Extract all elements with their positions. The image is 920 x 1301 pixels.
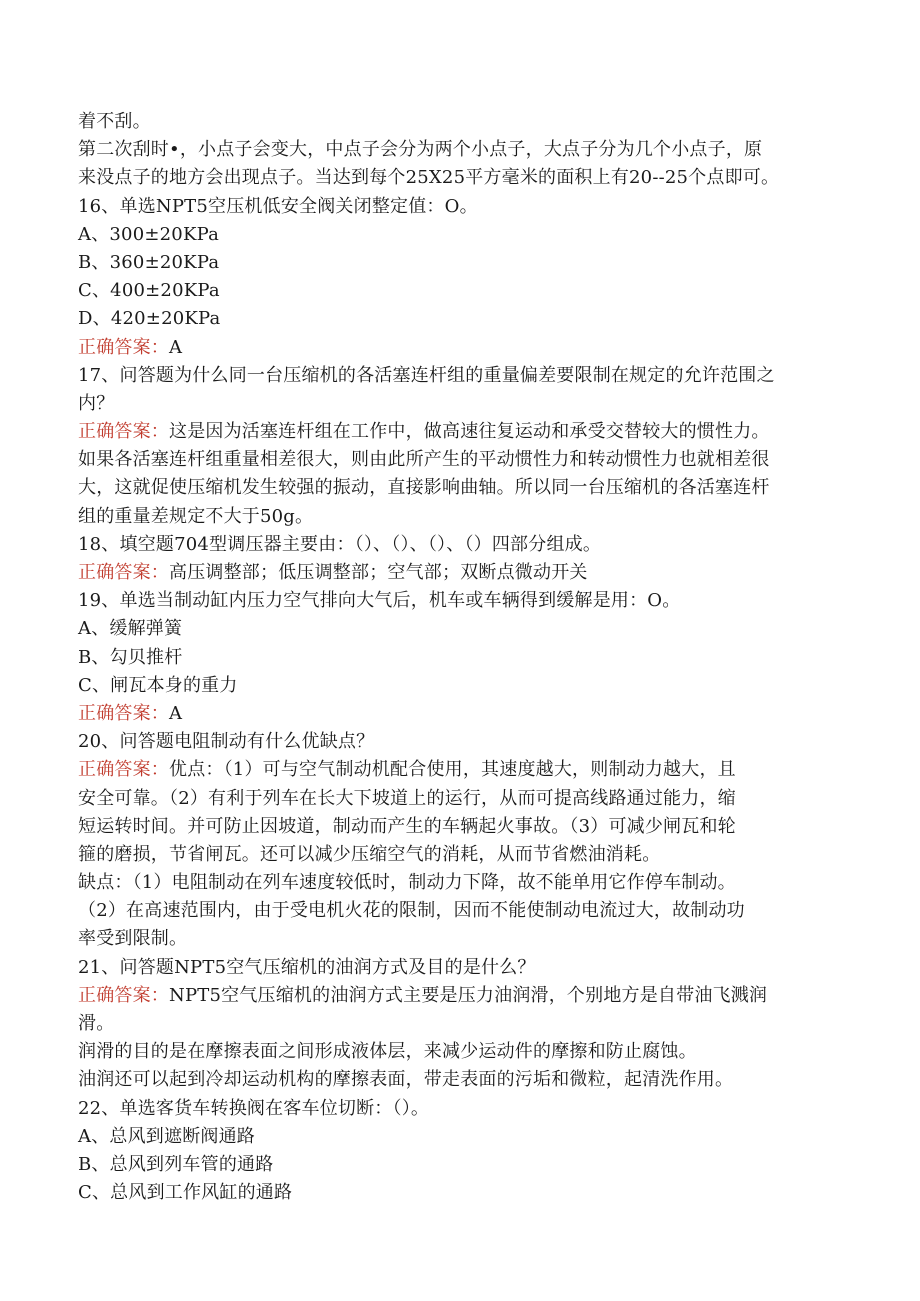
text-line: C、闸瓦本身的重力 <box>78 674 238 696</box>
text-line: 22、单选客货车转换阀在客车位切断：（）。 <box>78 1097 430 1119</box>
text-line: 滑。 <box>78 1013 115 1034</box>
answer-label: 正确答案： <box>78 562 169 583</box>
document-page <box>78 108 858 1207</box>
text-line: B、勾贝推杆 <box>78 646 183 668</box>
text-line: 如果各活塞连杆组重量相差很大，则由此所产生的平动惯性力和转动惯性力也就相差很 <box>78 449 770 471</box>
answer-text: 高压调整部；低压调整部；空气部；双断点微动开关 <box>169 562 588 583</box>
text-line: 着不刮。 <box>78 111 151 132</box>
answer-line <box>78 559 858 587</box>
text-line: A、300±20KPa <box>78 223 220 245</box>
answer-label: 正确答案： <box>78 759 169 781</box>
text-line: （2）在高速范围内，由于受电机火花的限制，因而不能使制动电流过大，故制动功 <box>78 900 745 922</box>
text-line: 19、单选当制动缸内压力空气排向大气后，机车或车辆得到缓解是用：O。 <box>78 590 681 612</box>
text-line: C、总风到工作风缸的通路 <box>78 1182 293 1204</box>
answer-text: 优点：（1）可与空气制动机配合使用，其速度越大，则制动力越大，且 <box>169 759 736 781</box>
answer-label: 正确答案： <box>78 421 169 443</box>
answer-line <box>78 418 858 446</box>
text-line: 21、问答题NPT5空气压缩机的油润方式及目的是什么？ <box>78 956 536 978</box>
text-line: 短运转时间。并可防止因坡道，制动而产生的车辆起火事故。（3）可减少闸瓦和轮 <box>78 815 736 837</box>
text-line: 17、问答题为什么同一台压缩机的各活塞连杆组的重量偏差要限制在规定的允许范围之 <box>78 364 775 386</box>
text-line: B、总风到列车管的通路 <box>78 1153 274 1175</box>
text-line: 缺点：（1）电阻制动在列车速度较低时，制动力下降，故不能单用它作停车制动。 <box>78 872 736 894</box>
text-line: 18、填空题704型调压器主要由：（）、（）、（）、（）四部分组成。 <box>78 533 602 555</box>
answer-line <box>78 756 858 784</box>
answer-label: 正确答案： <box>78 336 169 358</box>
text-line: 箍的磨损，节省闸瓦。还可以减少压缩空气的消耗，从而节省燃油消耗。 <box>78 843 661 865</box>
text-line: 16、单选NPT5空压机低安全阀关闭整定值：O。 <box>78 195 478 217</box>
text-line: 率受到限制。 <box>78 928 188 950</box>
text-line: 来没点子的地方会出现点子。当达到每个25X25平方毫米的面积上有20--25个点即可。 <box>78 167 780 189</box>
text-line: 组的重量差规定不大于50g。 <box>78 505 314 527</box>
text-line: 内？ <box>78 392 115 414</box>
text-line: 20、问答题电阻制动有什么优缺点？ <box>78 731 375 753</box>
answer-text: A <box>169 702 183 724</box>
text-line: 油润还可以起到冷却运动机构的摩擦表面，带走表面的污垢和微粒，起清洗作用。 <box>78 1069 734 1091</box>
text-line: B、360±20KPa <box>78 251 220 273</box>
text-line: C、400±20KPa <box>78 280 220 302</box>
answer-line <box>78 700 858 728</box>
text-line: A、总风到遮断阀通路 <box>78 1125 255 1147</box>
answer-label: 正确答案： <box>78 702 169 724</box>
answer-text: NPT5空气压缩机的油润方式主要是压力油润滑，个别地方是自带油飞溅润 <box>169 984 768 1006</box>
text-line: 第二次刮时•，小点子会变大，中点子会分为两个小点子，大点子分为几个小点子，原 <box>78 139 763 161</box>
text-line: 大，这就促使压缩机发生较强的振动，直接影响曲轴。所以同一台压缩机的各活塞连杆 <box>78 477 770 499</box>
answer-text: A <box>169 336 183 358</box>
answer-line <box>78 982 858 1010</box>
text-line: 安全可靠。（2）有利于列车在长大下坡道上的运行，从而可提高线路通过能力，缩 <box>78 787 736 809</box>
text-line: 润滑的目的是在摩擦表面之间形成液体层，来减少运动件的摩擦和防止腐蚀。 <box>78 1041 697 1063</box>
answer-label: 正确答案： <box>78 984 169 1006</box>
answer-line <box>78 334 858 362</box>
text-line: A、缓解弹簧 <box>78 618 183 640</box>
answer-text: 这是因为活塞连杆组在工作中，做高速往复运动和承受交替较大的惯性力。 <box>169 421 770 443</box>
text-line: D、420±20KPa <box>78 308 221 330</box>
